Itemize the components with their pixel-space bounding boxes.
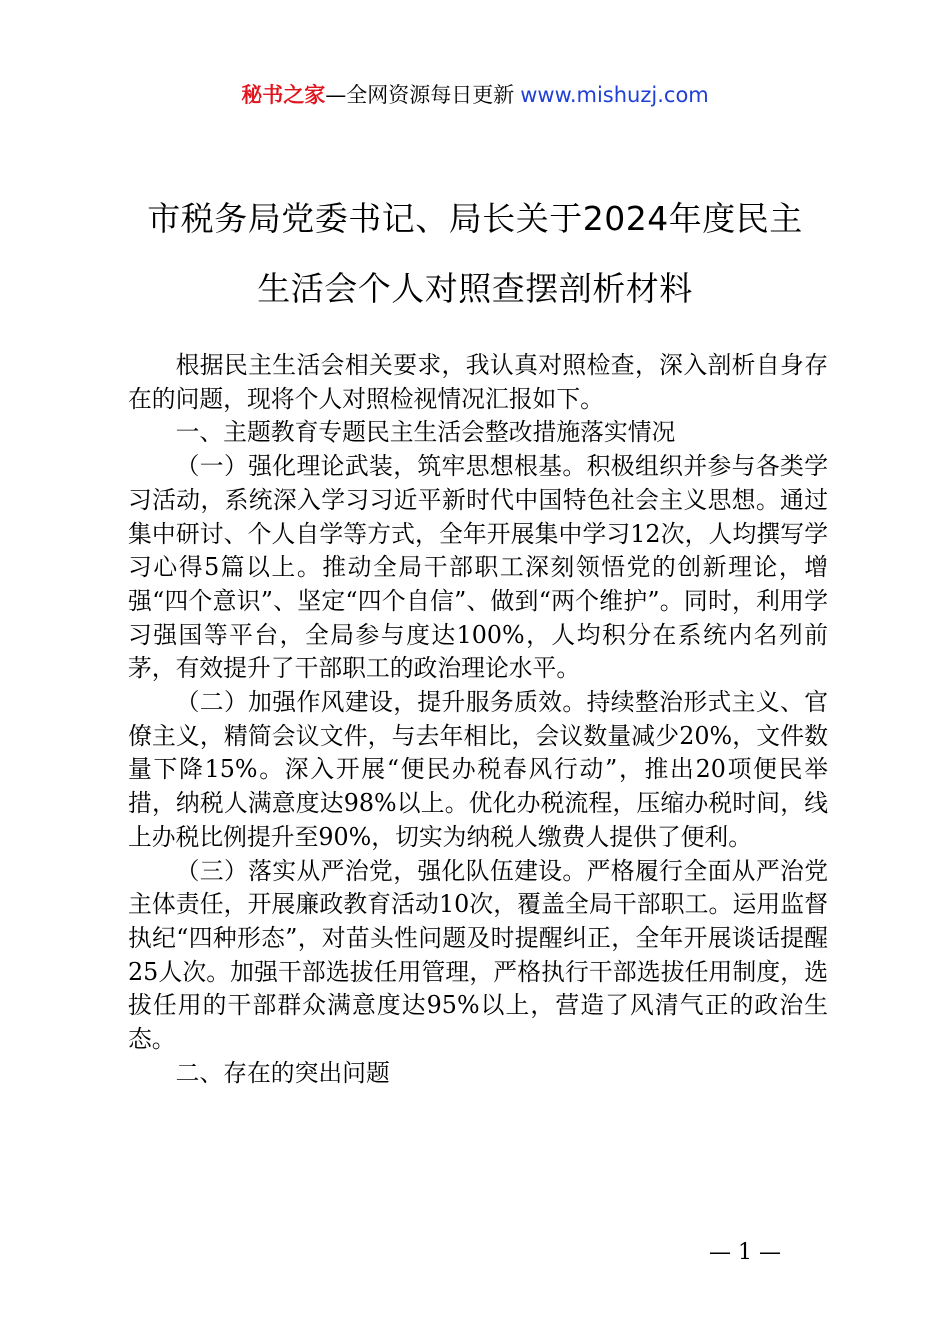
paragraph-theory: （一）强化理论武装，筑牢思想根基。积极组织并参与各类学习活动，系统深入学习习近平新时代中国特色社会主义思想。通过集中研讨、个人自学等方式，全年开展集中学习12次，人均撰写学习心得5篇以上。推动全局干部职工深刻领悟党的创新理论，增强“四个意识”、坚定“四个自信”、做到“两个维护”。同时，利用学习强国等平台，全局参与度达100%，人均积分在系统内名列前茅，有效提升了干部职工的政治理论水平。 — [128, 452, 828, 683]
site-header — [0, 80, 950, 110]
document-title-line-2: 生活会个人对照查摆剖析材料 — [257, 269, 693, 308]
site-url-link[interactable]: www.mishuzj.com — [520, 83, 709, 107]
site-brand: 秘书之家 — [241, 83, 326, 107]
section-1-heading: 一、主题教育专题民主生活会整改措施落实情况 — [175, 418, 676, 447]
paragraph-style: （二）加强作风建设，提升服务质效。持续整治形式主义、官僚主义，精简会议文件，与去年相比，会议数量减少20%，文件数量下降15%。深入开展“便民办税春风行动”，推出20项便民举措，纳税人满意度达98%以上。优化办税流程，压缩办税时间，线上办税比例提升至90%，切实为纳税人缴费人提供了便利。 — [128, 688, 828, 851]
intro-paragraph: 根据民主生活会相关要求，我认真对照检查，深入剖析自身存在的问题，现将个人对照检视情况汇报如下。 — [128, 351, 828, 413]
document-body — [128, 349, 828, 1090]
site-tagline: —全网资源每日更新 — [325, 83, 515, 107]
document-title — [0, 184, 950, 324]
section-2-heading: 二、存在的突出问题 — [175, 1058, 390, 1087]
page-number: — 1 — — [709, 1240, 781, 1265]
document-title-line-1: 市税务局党委书记、局长关于2024年度民主 — [147, 199, 803, 238]
paragraph-discipline: （三）落实从严治党，强化队伍建设。严格履行全面从严治党主体责任，开展廉政教育活动10次，覆盖全局干部职工。运用监督执纪“四种形态”，对苗头性问题及时提醒纠正，全年开展谈话提醒25人次。加强干部选拔任用管理，严格执行干部选拔任用制度，选拔任用的干部群众满意度达95%以上，营造了风清气正的政治生态。 — [128, 856, 828, 1054]
